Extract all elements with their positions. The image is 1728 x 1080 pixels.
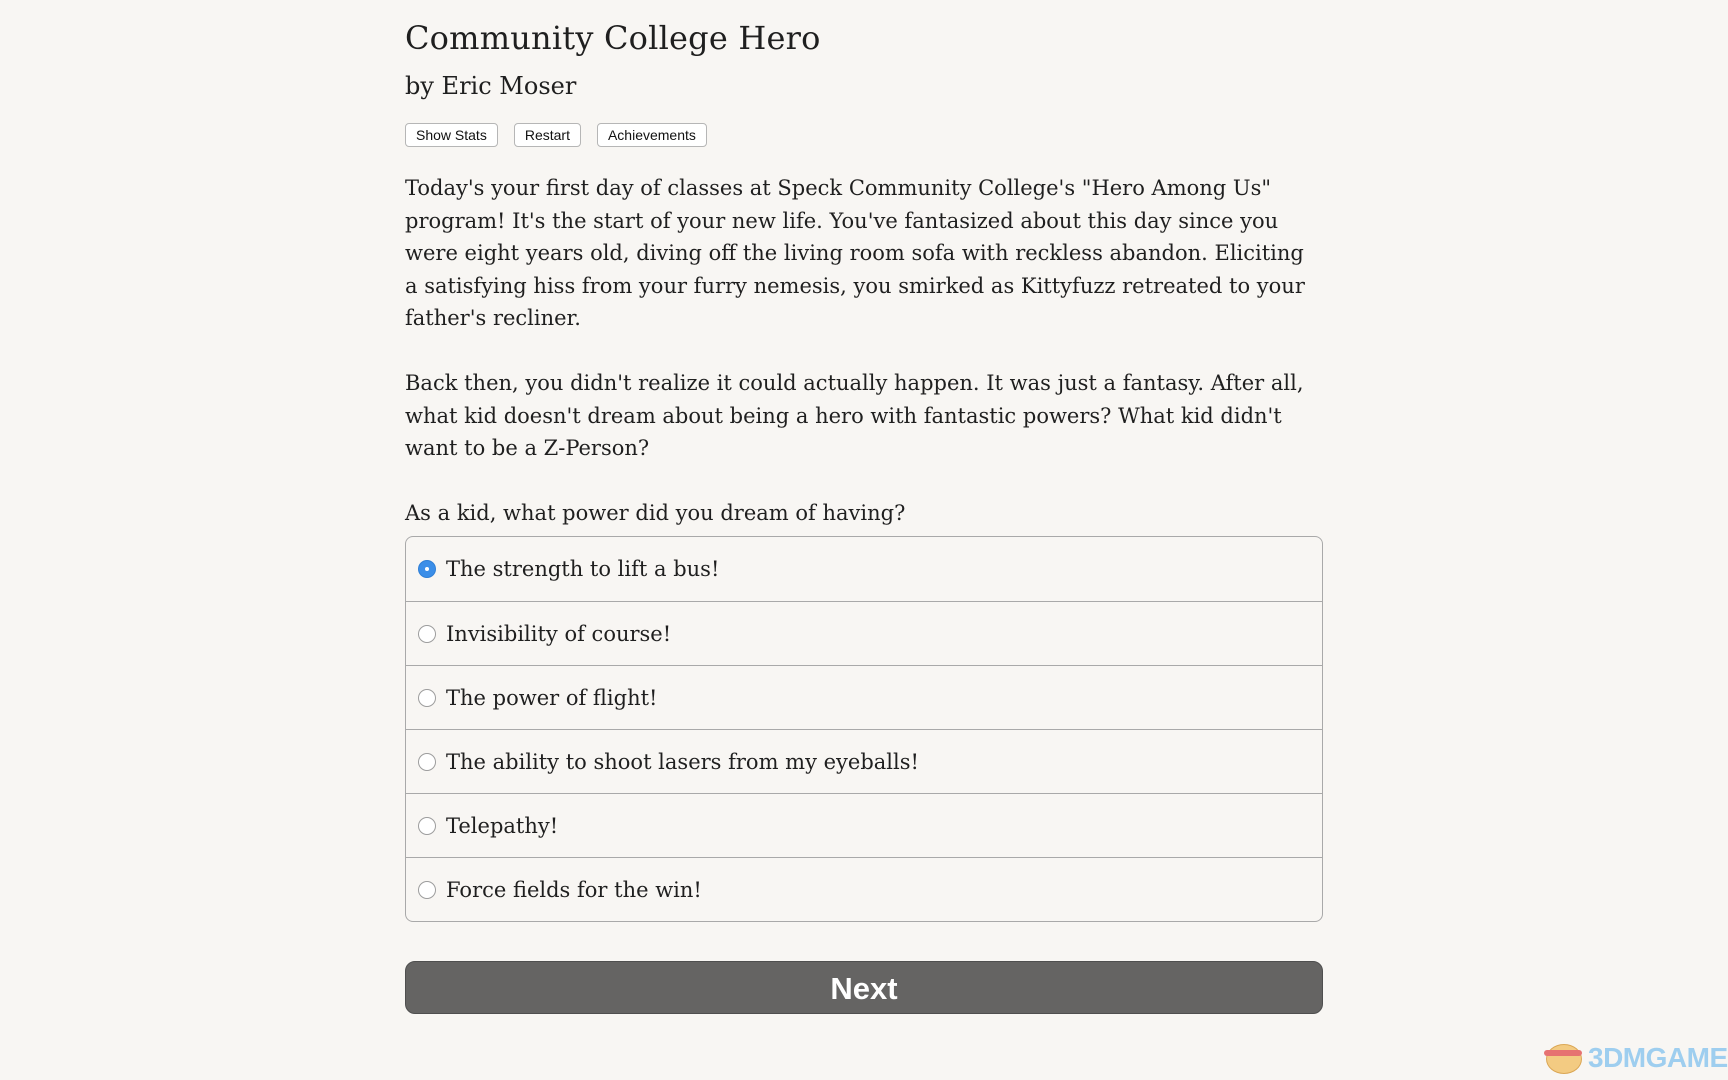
question-text: As a kid, what power did you dream of having?	[405, 501, 906, 525]
choice-label: Telepathy!	[446, 813, 559, 838]
restart-button[interactable]: Restart	[514, 123, 581, 147]
radio-icon[interactable]	[418, 881, 436, 899]
choice-option[interactable]	[406, 793, 1322, 857]
choice-label: The power of flight!	[446, 685, 658, 710]
choice-option[interactable]	[406, 729, 1322, 793]
choice-list	[405, 536, 1323, 922]
choice-option[interactable]	[406, 857, 1322, 921]
game-author: by Eric Moser	[405, 72, 577, 100]
choice-option[interactable]	[406, 537, 1322, 601]
mascot-head	[1546, 1044, 1582, 1074]
radio-icon[interactable]	[418, 689, 436, 707]
story-paragraph: Today's your first day of classes at Speck Community College's "Hero Among Us" program! It's the start of your new life. You've fantasized about this day since you were eight years old, diving off the living room sofa with reckless abandon. Eliciting a satisfying hiss from your furry nemesis, you smirked as Kittyfuzz retreated to your father's recliner.	[405, 176, 1305, 330]
radio-icon[interactable]	[418, 753, 436, 771]
game-page	[405, 0, 1323, 1006]
game-title: Community College Hero	[405, 19, 821, 57]
show-stats-button[interactable]: Show Stats	[405, 123, 498, 147]
choice-option[interactable]	[406, 601, 1322, 665]
choice-label: Force fields for the win!	[446, 877, 702, 902]
watermark-text: 3DMGAME	[1588, 1042, 1728, 1073]
achievements-button[interactable]: Achievements	[597, 123, 707, 147]
story-paragraph: Back then, you didn't realize it could actually happen. It was just a fantasy. After all, what kid doesn't dream about being a hero with fantastic powers? What kid didn't want to be a Z-Person?	[405, 371, 1304, 460]
watermark	[1538, 1038, 1728, 1078]
radio-icon[interactable]	[418, 817, 436, 835]
mascot-band	[1544, 1050, 1582, 1056]
choice-label: The ability to shoot lasers from my eyeballs!	[446, 749, 919, 774]
story-text	[405, 172, 1323, 530]
choice-option[interactable]	[406, 665, 1322, 729]
radio-icon[interactable]	[418, 625, 436, 643]
choice-label: Invisibility of course!	[446, 621, 672, 646]
choice-label: The strength to lift a bus!	[446, 557, 720, 581]
toolbar	[405, 122, 1323, 148]
mascot-icon	[1538, 1038, 1586, 1078]
next-button[interactable]: Next	[405, 961, 1323, 1014]
radio-selected-icon[interactable]	[418, 560, 436, 578]
